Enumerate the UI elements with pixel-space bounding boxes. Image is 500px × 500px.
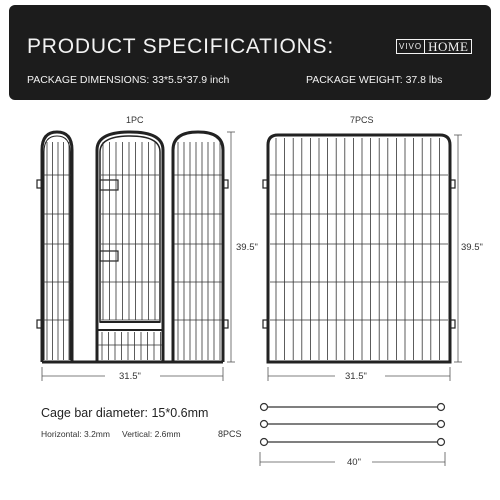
plain-panel-dimension-lines — [268, 135, 462, 381]
horizontal-bar-spec: Horizontal: 3.2mm — [41, 429, 110, 439]
plain-panel-height: 39.5" — [461, 242, 483, 253]
package-dimensions: PACKAGE DIMENSIONS: 33*5.5*37.9 inch — [27, 74, 230, 86]
brand-prefix: VIVO — [396, 39, 425, 54]
plain-panel-drawing — [263, 135, 455, 362]
package-weight: PACKAGE WEIGHT: 37.8 lbs — [306, 74, 443, 86]
brand-suffix: HOME — [425, 39, 472, 54]
stakes-length: 40" — [347, 457, 361, 468]
cage-bar-diameter: Cage bar diameter: 15*0.6mm — [41, 406, 209, 420]
door-panel-height: 39.5" — [236, 242, 258, 253]
stakes-quantity: 8PCS — [218, 429, 242, 439]
plain-panel-grid — [270, 138, 448, 360]
plain-panel-width: 31.5" — [345, 371, 367, 382]
ground-stakes-drawing — [261, 404, 445, 446]
vertical-bar-spec: Vertical: 2.6mm — [122, 429, 181, 439]
door-panel-quantity: 1PC — [126, 115, 144, 125]
plain-panel-quantity: 7PCS — [350, 115, 374, 125]
door-panel-width: 31.5" — [119, 371, 141, 382]
page-title: PRODUCT SPECIFICATIONS: — [27, 35, 334, 58]
door-panel-drawing — [37, 132, 228, 362]
